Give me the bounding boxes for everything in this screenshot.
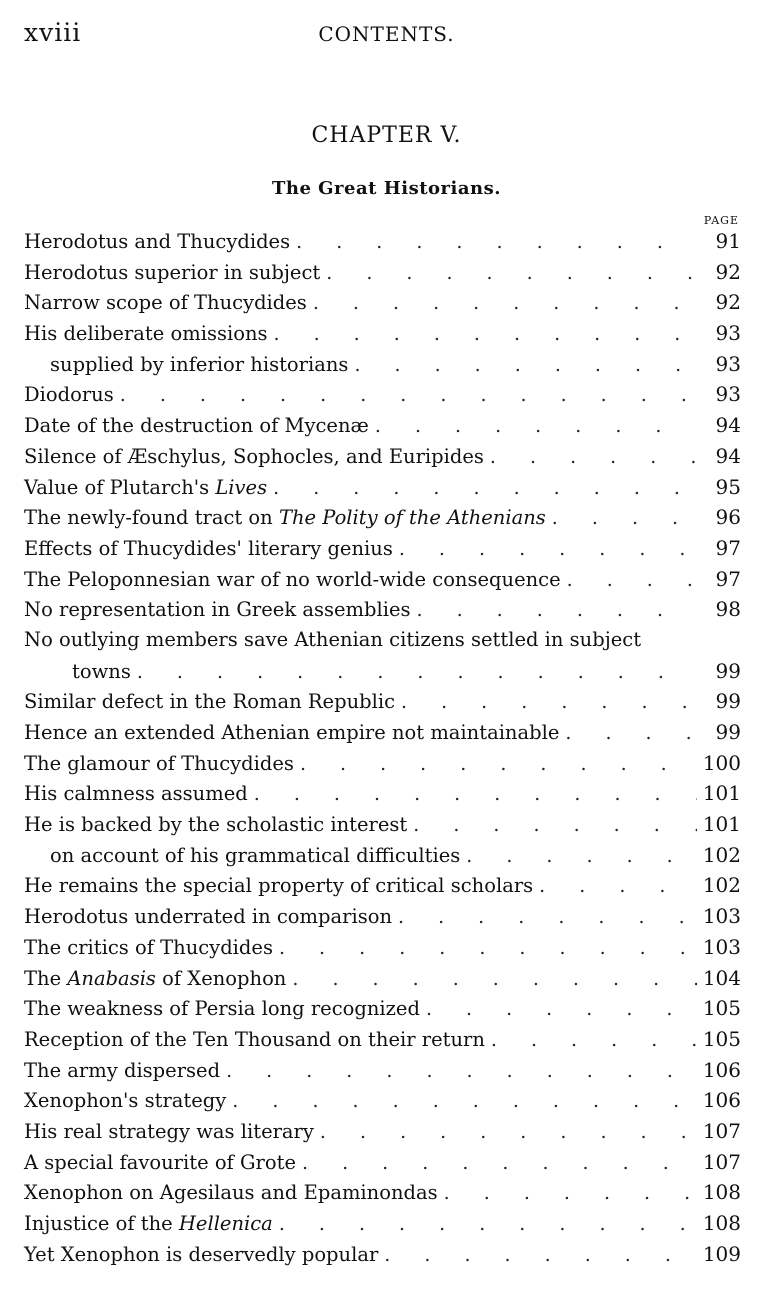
running-head-title: CONTENTS. [318, 22, 455, 46]
dot-leader [273, 473, 697, 504]
page-number: 105 [702, 996, 741, 1021]
page-number: 97 [715, 535, 741, 560]
entry-text: The glamour of Thucydides [24, 751, 294, 775]
entry-label [24, 1025, 485, 1056]
page-number: 101 [702, 812, 741, 837]
dot-leader [320, 1117, 697, 1148]
toc-entry [24, 625, 741, 686]
toc-entry [24, 870, 741, 901]
toc-entry [24, 748, 741, 779]
entry-first-line: No outlying members save Athenian citizens settled in subject [24, 627, 642, 651]
entry-label [24, 473, 267, 504]
toc-entry [24, 963, 741, 994]
entry-text: Injustice of the [24, 1212, 179, 1236]
dot-leader [226, 1056, 697, 1087]
entry-label [24, 1056, 220, 1087]
entry-text: Xenophon's strategy [24, 1089, 227, 1113]
toc-entry [24, 533, 741, 564]
page-number: 98 [715, 597, 741, 622]
page-number: 105 [702, 1026, 741, 1051]
entry-text: Herodotus and Thucydides [24, 230, 291, 253]
entry-label [24, 227, 290, 258]
entry-text: Narrow scope of Thucydides [24, 291, 307, 315]
entry-text: He is backed by the scholastic interest [24, 813, 408, 837]
page-number: 92 [715, 290, 741, 315]
entry-text: No representation in Greek assemblies [24, 598, 411, 622]
entry-label [24, 779, 248, 810]
toc-entry [24, 287, 741, 318]
dot-leader [444, 1178, 697, 1209]
page-number: 93 [715, 351, 741, 376]
page-number: 93 [715, 382, 741, 407]
dot-leader [120, 380, 697, 411]
dot-leader [491, 1025, 697, 1056]
page-number: 104 [702, 965, 741, 990]
entry-label [24, 871, 533, 902]
page-number: 102 [702, 873, 741, 898]
dot-leader [232, 1086, 697, 1117]
entry-text: Herodotus superior in subject [24, 260, 321, 284]
dot-leader [384, 1240, 697, 1271]
toc-entry [24, 932, 741, 963]
page-number: 94 [715, 443, 741, 468]
entry-text: Reception of the Ten Thousand on their return [24, 1027, 485, 1051]
entry-label [24, 994, 420, 1025]
entry-label [24, 687, 395, 718]
toc-entry [24, 778, 741, 809]
entry-label [24, 1117, 314, 1148]
entry-text-after: of Xenophon [155, 966, 287, 990]
entry-text: The weakness of Persia long recognized [24, 997, 420, 1021]
entry-label [24, 902, 392, 933]
toc-entry [24, 717, 741, 748]
dot-leader [401, 687, 697, 718]
entry-text: Xenophon on Agesilaus and Epaminondas [24, 1181, 438, 1205]
entry-label [24, 810, 407, 841]
entry-label [24, 964, 286, 995]
entry-text: Silence of Æschylus, Sophocles, and Euripides [24, 444, 484, 468]
contents-list [24, 226, 741, 1269]
dot-leader [279, 1209, 697, 1240]
toc-entry [24, 1085, 741, 1116]
entry-label [24, 565, 561, 596]
page-number: 108 [702, 1180, 741, 1205]
toc-entry [24, 226, 741, 257]
page-number: 101 [702, 781, 741, 806]
dot-leader [326, 258, 697, 289]
entry-label [24, 534, 393, 565]
dot-leader [539, 871, 697, 902]
dot-leader [417, 595, 697, 626]
toc-entry [24, 1024, 741, 1055]
entry-text: The Peloponnesian war of no world-wide consequence [24, 567, 561, 591]
page-number: 106 [702, 1057, 741, 1082]
page-number: 93 [715, 321, 741, 346]
chapter-subtitle: The Great Historians. [271, 178, 502, 199]
dot-leader [279, 933, 697, 964]
page-number: 95 [715, 474, 741, 499]
entry-label [24, 1240, 378, 1271]
page-number: 106 [702, 1088, 741, 1113]
dot-leader [426, 994, 697, 1025]
entry-text: on account of his grammatical difficulties [50, 843, 461, 867]
toc-entry [24, 1147, 741, 1178]
toc-entry [24, 594, 741, 625]
dot-leader [354, 350, 697, 381]
entry-text: His real strategy was literary [24, 1119, 314, 1143]
toc-entry [24, 349, 741, 380]
entry-label [24, 1178, 438, 1209]
entry-italic-title: Hellenica [178, 1212, 273, 1236]
entry-text: Effects of Thucydides' literary genius [24, 536, 393, 560]
dot-leader [399, 534, 697, 565]
chapter-heading: CHAPTER V. [311, 123, 462, 148]
running-head [0, 18, 773, 54]
dot-leader [313, 288, 697, 319]
dot-leader [490, 442, 697, 473]
dot-leader [413, 810, 697, 841]
entry-text: Date of the destruction of Mycenæ [24, 414, 369, 438]
toc-entry [24, 809, 741, 840]
entry-label [24, 442, 484, 473]
entry-label [24, 1209, 273, 1240]
entry-text: The [24, 966, 68, 990]
entry-label [50, 841, 460, 872]
entry-label [24, 595, 411, 626]
entry-italic-title: The Polity of the Athenians [278, 506, 546, 530]
dot-leader [466, 841, 697, 872]
toc-entry [24, 1177, 741, 1208]
dot-leader [274, 319, 697, 350]
entry-text: The newly-found tract on [24, 506, 279, 530]
toc-entry [24, 1239, 741, 1270]
entry-text: Yet Xenophon is deservedly popular [24, 1242, 379, 1266]
entry-text: Herodotus underrated in comparison [24, 905, 393, 929]
dot-leader [565, 718, 697, 749]
toc-entry [24, 502, 741, 533]
entry-text: Similar defect in the Roman Republic [24, 690, 396, 714]
entry-label [24, 749, 294, 780]
dot-leader [398, 902, 697, 933]
dot-leader [375, 411, 697, 442]
entry-label [24, 319, 268, 350]
dot-leader [137, 657, 697, 688]
page-number: 108 [702, 1211, 741, 1236]
page-number: 109 [702, 1241, 741, 1266]
page-number: 99 [715, 658, 741, 683]
entry-continuation-line [24, 656, 741, 687]
toc-entry [24, 441, 741, 472]
toc-entry [24, 1208, 741, 1239]
entry-label [24, 288, 307, 319]
page-number: 103 [702, 934, 741, 959]
entry-italic-title: Lives [215, 475, 268, 499]
dot-leader [567, 565, 697, 596]
toc-entry [24, 472, 741, 503]
toc-entry [24, 993, 741, 1024]
entry-label: towns [72, 659, 131, 683]
entry-text: Value of Plutarch's [24, 475, 216, 499]
page-number: 97 [715, 566, 741, 591]
page-number: 102 [702, 842, 741, 867]
page-number: 99 [715, 689, 741, 714]
entry-text: The army dispersed [24, 1058, 221, 1082]
entry-label [24, 1148, 296, 1179]
dot-leader [296, 227, 697, 258]
entry-text: Diodorus [24, 383, 114, 407]
page-number: 96 [715, 505, 741, 530]
entry-label [24, 718, 559, 749]
dot-leader [302, 1148, 697, 1179]
page-number: 107 [702, 1118, 741, 1143]
entry-label [24, 380, 114, 411]
entry-label [24, 411, 369, 442]
entry-text: His calmness assumed [24, 782, 248, 806]
entry-text: His deliberate omissions [24, 322, 268, 346]
entry-label [24, 1086, 226, 1117]
dot-leader [254, 779, 697, 810]
entry-text: The critics of Thucydides [24, 935, 273, 959]
entry-label [50, 350, 348, 381]
entry-text: He remains the special property of critical scholars [24, 874, 534, 898]
entry-italic-title: Anabasis [67, 966, 156, 990]
entry-text: Hence an extended Athenian empire not maintainable [24, 721, 560, 745]
toc-entry [24, 901, 741, 932]
toc-entry [24, 318, 741, 349]
toc-entry [24, 257, 741, 288]
page-column-label: PAGE [703, 214, 739, 227]
entry-text: A special favourite of Grote [24, 1150, 296, 1174]
folio: xviii [24, 18, 82, 47]
page-number: 91 [715, 229, 741, 253]
page-number: 103 [702, 904, 741, 929]
toc-entry [24, 686, 741, 717]
dot-leader [292, 964, 696, 995]
dot-leader [552, 503, 697, 534]
page-number: 94 [715, 413, 741, 438]
toc-entry [24, 564, 741, 595]
toc-entry [24, 1116, 741, 1147]
toc-entry [24, 840, 741, 871]
page-number: 99 [715, 720, 741, 745]
toc-entry [24, 379, 741, 410]
toc-entry [24, 410, 741, 441]
page-number: 92 [715, 259, 741, 284]
page-number: 107 [702, 1149, 741, 1174]
dot-leader [300, 749, 697, 780]
entry-label [24, 258, 320, 289]
entry-label [24, 933, 273, 964]
entry-text: supplied by inferior historians [50, 352, 349, 376]
page-number: 100 [702, 750, 741, 775]
toc-entry [24, 1055, 741, 1086]
entry-label [24, 503, 546, 534]
